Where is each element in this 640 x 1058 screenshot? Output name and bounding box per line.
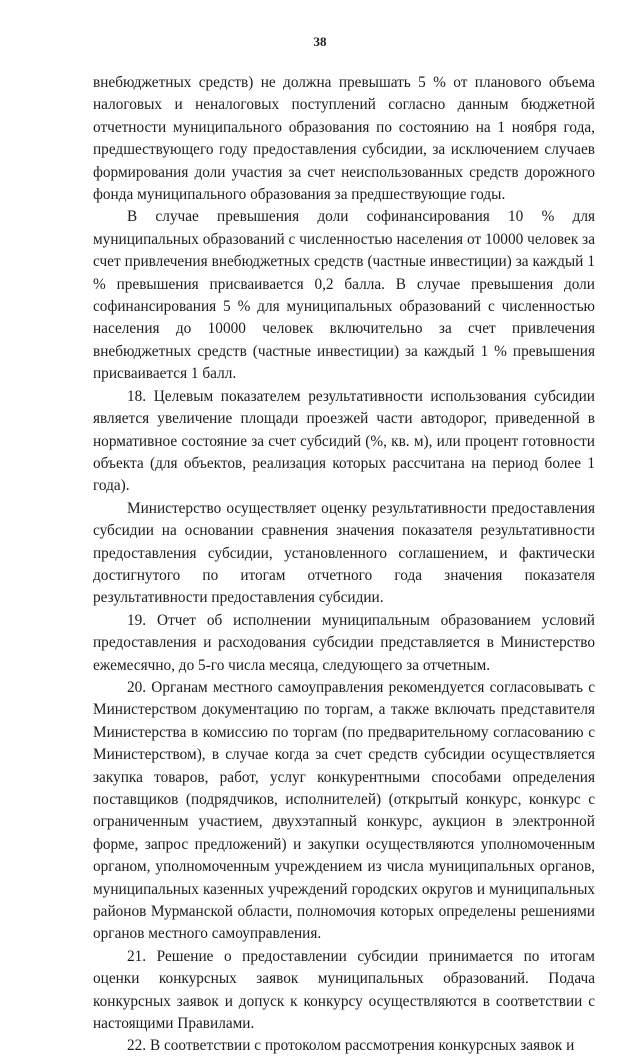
paragraph-18: 18. Целевым показателем результативности использования субсидии является увеличение площади проезжей части автодорог, приведенной в нормативное состояние за счет субсидий (%, кв. м), или процент готовности объекта (для объектов, реализация которых рассчитана на период более 1 года). [93,387,595,495]
document-body [93,72,595,1058]
paragraph-continuation: внебюджетных средств) не должна превышать 5 % от планового объема налоговых и неналоговых поступлений согласно данным бюджетной отчетности муниципального образования по состоянию на 1 ноября года, предшествующего году предоставления субсидии, за исключением случаев формирования доли участия за счет неиспользованных средств дорожного фонда муниципального образования за предшествующие годы. [93,74,595,204]
paragraph-22: 22. В соответствии с протоколом рассмотрения конкурсных заявок и [127,1037,575,1055]
paragraph-ministry-evaluation: Министерство осуществляет оценку результативности предоставления субсидии на основании сравнения значения показателя результативности предоставления субсидии, установленного соглашением, и фактически достигнутого по итогам отчетного года значения показателя результативности предоставления субсидии. [93,499,595,607]
paragraph-21: 21. Решение о предоставлении субсидии принимается по итогам оценки конкурсных заявок муниципальных образований. Подача конкурсных заявок и допуск к конкурсу осуществляются в соответствии с настоящими Правилами. [93,947,595,1033]
page-number: 38 [313,34,327,49]
paragraph-cofinancing-excess: В случае превышения доли софинансирования 10 % для муниципальных образований с численностью населения от 10000 человек за счет привлечения внебюджетных средств (частные инвестиции) за каждый 1 % превышения присваивается 0,2 балла. В случае превышения доли софинансирования 5 % для муниципальных образований с численностью населения до 10000 человек включительно за счет привлечения внебюджетных средств (частные инвестиции) за каждый 1 % превышения присваивается 1 балл. [93,208,595,383]
paragraph-20: 20. Органам местного самоуправления рекомендуется согласовывать с Министерством документацию по торгам, а также включать представителя Министерства в комиссию по торгам (по предварительному согласованию с Министерством), в случае когда за счет средств субсидии осуществляется закупка товаров, работ, услуг конкурентными способами определения поставщиков (подрядчиков, исполнителей) (открытый конкурс, конкурс с ограниченным участием, двухэтапный конкурс, аукцион в электронной форме, запрос предложений) и закупки осуществляются уполномоченным органом, уполномоченным учреждением из числа муниципальных органов, муниципальных казенных учреждений городских округов и муниципальных районов Мурманской области, полномочия которых определены решениями органов местного самоуправления. [93,678,595,943]
paragraph-19: 19. Отчет об исполнении муниципальным образованием условий предоставления и расходования субсидии представляется в Министерство ежемесячно, до 5-го числа месяца, следующего за отчетным. [93,611,595,674]
